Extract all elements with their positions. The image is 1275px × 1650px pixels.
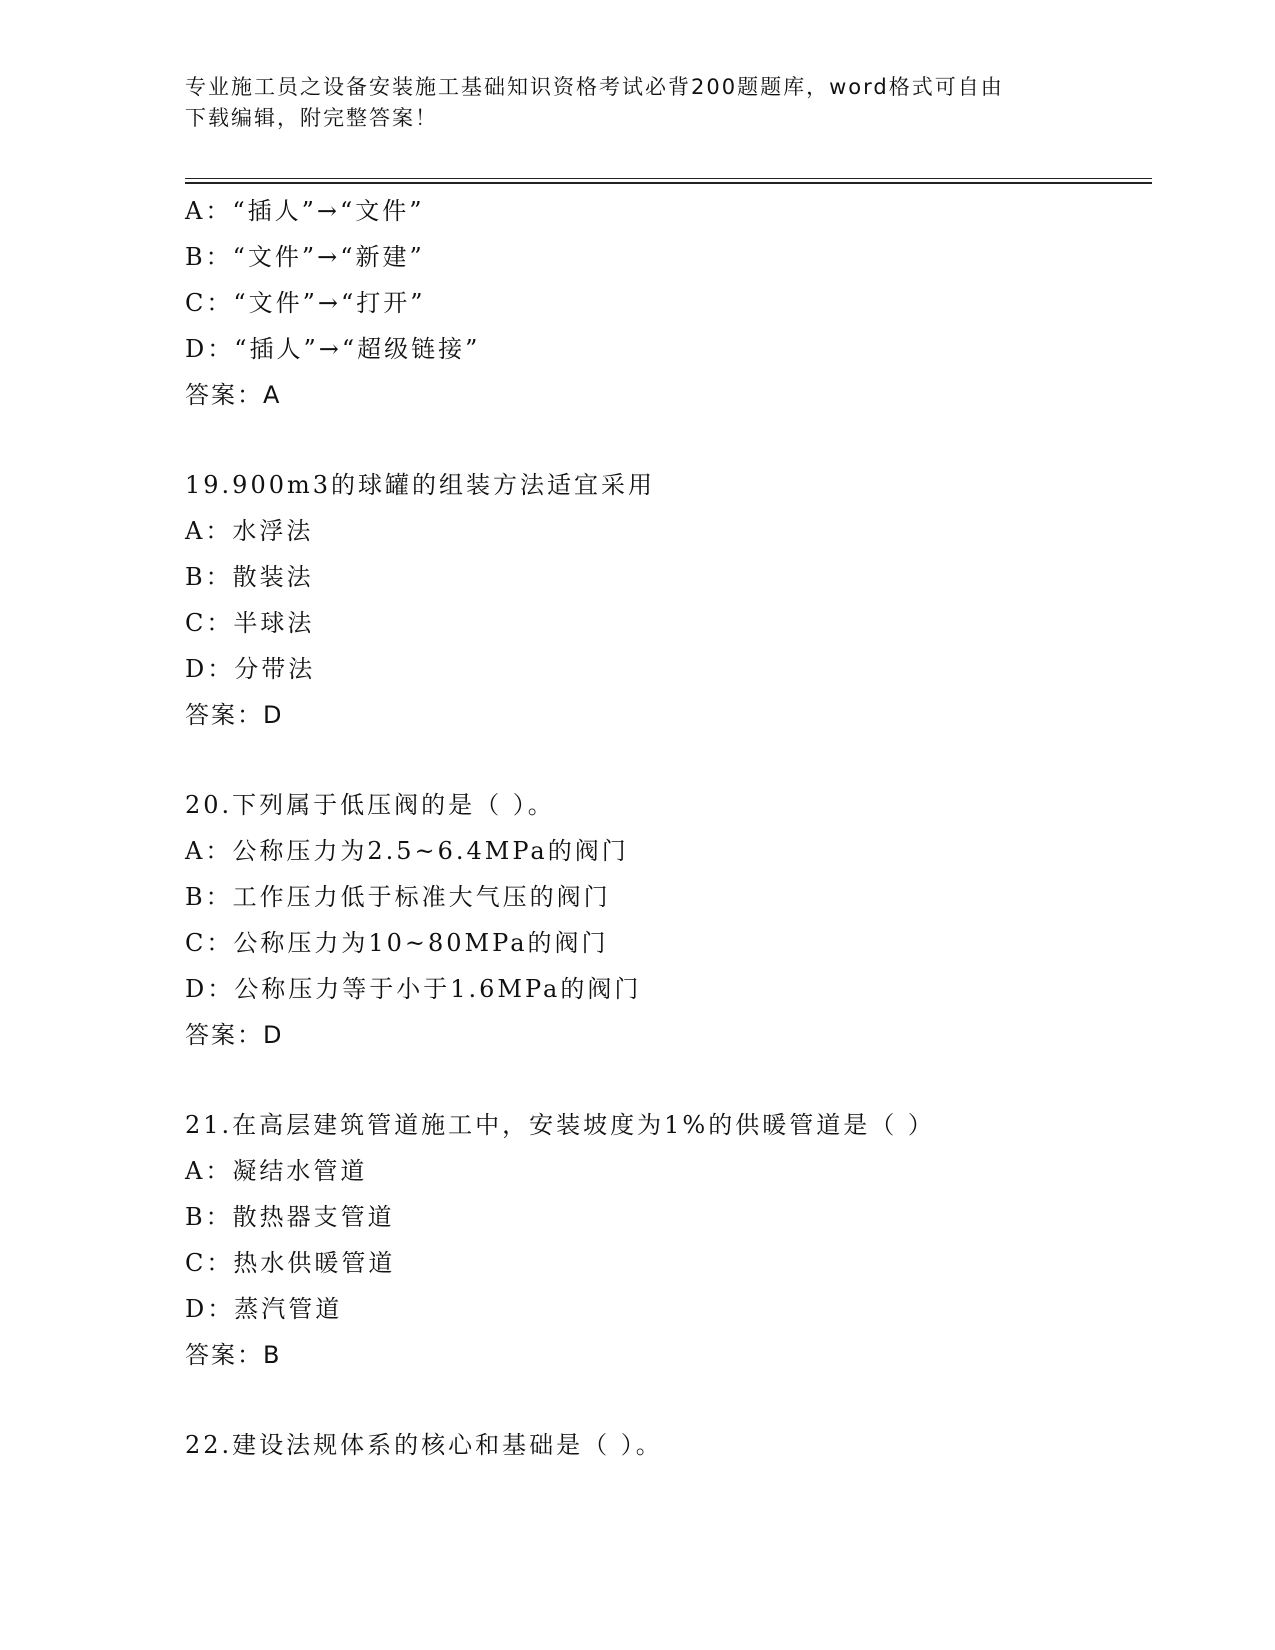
option-b: B：工作压力低于标准大气压的阀门 (185, 883, 611, 911)
question-text: 21.在高层建筑管道施工中，安装坡度为1%的供暖管道是（ ） (185, 1111, 935, 1139)
question-21 (185, 1102, 1152, 1378)
question-19 (185, 462, 1152, 738)
question-22 (185, 1422, 1152, 1468)
option-c: C：“文件”→“打开” (185, 289, 426, 317)
option-a: A：水浮法 (185, 517, 314, 545)
question-text: 20.下列属于低压阀的是（ ）。 (185, 791, 555, 819)
option-d: D：分带法 (185, 655, 316, 683)
option-a: A：“插人”→“文件” (185, 197, 425, 225)
option-b: B：散装法 (185, 563, 314, 591)
document-title (185, 72, 1065, 134)
answer: 答案：B (185, 1341, 282, 1369)
title-line-2: 下载编辑，附完整答案！ (185, 106, 438, 130)
option-d: D：蒸汽管道 (185, 1295, 343, 1323)
question-list (185, 188, 1152, 1468)
option-d: D：公称压力等于小于1.6MPa的阀门 (185, 975, 642, 1003)
question-text: 19.900m3的球罐的组装方法适宜采用 (185, 471, 656, 499)
header-divider-thick (185, 182, 1152, 184)
answer: 答案：D (185, 701, 284, 729)
question-20 (185, 782, 1152, 1058)
header-divider-thin (185, 178, 1152, 179)
option-c: C：半球法 (185, 609, 315, 637)
option-c: C：公称压力为10~80MPa的阀门 (185, 929, 609, 957)
option-a: A：凝结水管道 (185, 1157, 368, 1185)
question-text: 22.建设法规体系的核心和基础是（ ）。 (185, 1431, 663, 1459)
option-b: B：“文件”→“新建” (185, 243, 425, 271)
title-line-1: 专业施工员之设备安装施工基础知识资格考试必背200题题库，word格式可自由 (185, 75, 1004, 99)
option-a: A：公称压力为2.5~6.4MPa的阀门 (185, 837, 629, 865)
answer: 答案：D (185, 1021, 284, 1049)
option-d: D：“插人”→“超级链接” (185, 335, 481, 363)
option-b: B：散热器支管道 (185, 1203, 395, 1231)
option-c: C：热水供暖管道 (185, 1249, 396, 1277)
answer: 答案：A (185, 381, 282, 409)
question-18 (185, 188, 1152, 418)
